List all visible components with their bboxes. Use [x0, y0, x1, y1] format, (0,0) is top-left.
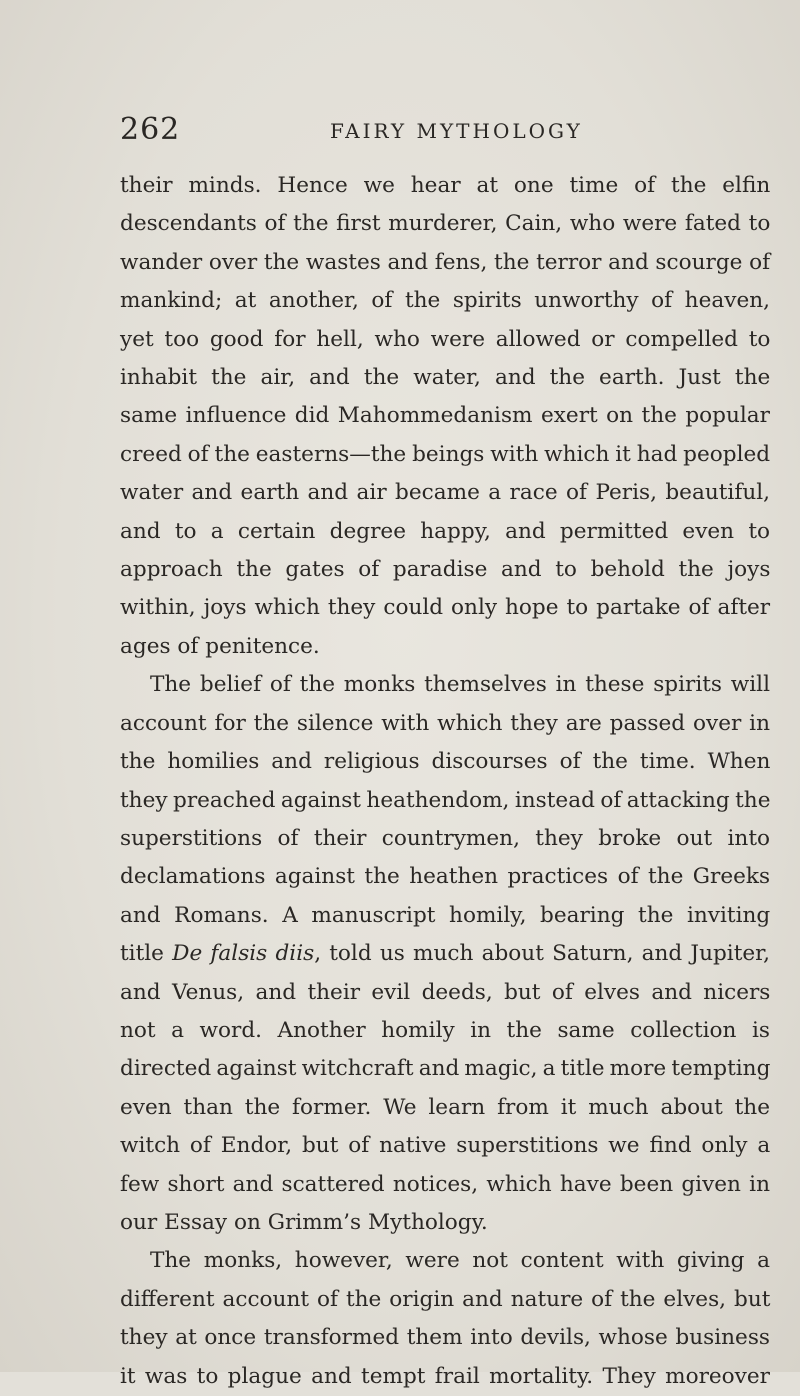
running-head: FAIRY MYTHOLOGY — [330, 119, 583, 143]
paragraph-2 — [120, 666, 770, 1242]
text-line: account for the silence with which they are passed over in — [120, 710, 770, 736]
text-line: they preached against heathendom, instead of attacking the — [120, 787, 771, 813]
text-line: mankind; at another, of the spirits unworthy of heaven, — [120, 288, 770, 314]
text-line: declamations against the heathen practices of the Greeks — [120, 864, 771, 890]
text-line: they at once transformed them into devils, whose business — [120, 1325, 770, 1351]
text-line: not a word. Another homily in the same collection is — [120, 1017, 770, 1043]
text-line: inhabit the air, and the water, and the earth. Just the — [120, 365, 771, 391]
text-fragment: title — [120, 941, 173, 967]
text-line: their minds. Hence we hear at one time of the elfin — [120, 173, 771, 198]
paragraph-1 — [120, 167, 770, 666]
text-line: same influence did Mahommedanism exert on the popular — [120, 403, 770, 429]
text-line: and Romans. A manuscript homily, bearing the inviting — [120, 902, 771, 928]
text-line: creed of the easterns—the beings with which it had peopled — [120, 441, 771, 467]
text-line: it was to plague and tempt frail mortality. They moreover — [120, 1363, 770, 1389]
text-line: approach the gates of paradise and to behold the joys — [120, 557, 771, 583]
body-text — [120, 167, 770, 1396]
text-line: our Essay on Grimm’s Mythology. — [120, 1209, 488, 1235]
text-line: water and earth and air became a race of Peris, beautiful, — [120, 480, 770, 506]
text-line: within, joys which they could only hope to partake of after — [120, 595, 771, 621]
text-fragment: , told us much about Saturn, and Jupiter, — [314, 941, 770, 967]
text-line: descendants of the first murderer, Cain, who were fated to — [120, 211, 771, 237]
text-line: the homilies and religious discourses of the time. When — [120, 749, 771, 775]
text-line: directed against witchcraft and magic, a title more tempting — [120, 1056, 771, 1082]
text-line: and Venus, and their evil deeds, but of elves and nicers — [120, 979, 771, 1005]
italic-title: De falsis diis — [172, 941, 315, 967]
text-line: The monks, however, were not content with giving a — [150, 1248, 770, 1274]
text-line: and to a certain degree happy, and permitted even to — [120, 518, 770, 544]
text-line: witch of Endor, but of native superstitions we find only a — [120, 1133, 771, 1159]
text-line-with-italic-title — [120, 935, 770, 973]
text-line: even than the former. We learn from it much about the — [120, 1094, 770, 1120]
page-header — [0, 112, 800, 152]
text-line: yet too good for hell, who were allowed or compelled to — [120, 326, 771, 352]
text-line: ages of penitence. — [120, 633, 320, 659]
page-number: 262 — [120, 112, 181, 147]
text-line: few short and scattered notices, which have been given in — [120, 1171, 770, 1197]
text-line: wander over the wastes and fens, the terror and scourge of — [120, 249, 771, 275]
text-line: superstitions of their countrymen, they broke out into — [120, 825, 770, 851]
text-line: The belief of the monks themselves in these spirits will — [150, 672, 770, 698]
text-line: different account of the origin and nature of the elves, but — [120, 1286, 771, 1312]
paragraph-3 — [120, 1242, 770, 1396]
